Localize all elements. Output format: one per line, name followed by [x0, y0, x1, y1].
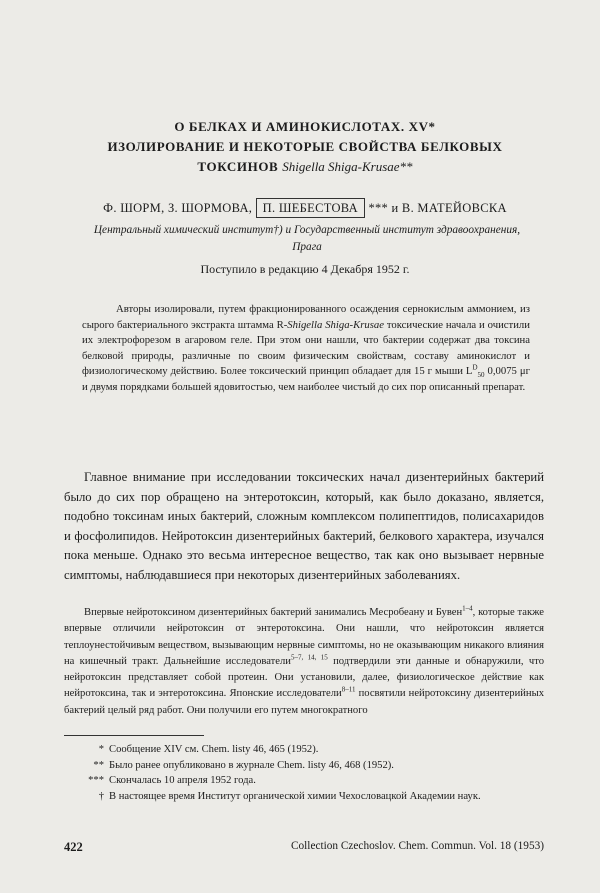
affiliation — [52, 222, 562, 256]
page-number: 422 — [64, 840, 83, 854]
body-text-1: Впервые нейротоксином дизентерийных бактерий занимались Месробеану и Бувен — [84, 607, 463, 618]
abstract-text-2: 0,0075 μг и двумя порядками большей ядовитостью, чем наиболее чистый до сих пор описанный препарат. — [82, 365, 530, 393]
abstract-sup: D — [472, 363, 478, 372]
footnote-text: В настоящее время Институт органической химии Чехословацкой Академии наук. — [109, 790, 481, 802]
journal-citation: Collection Czechoslov. Chem. Commun. Vol. 18 (1953) — [290, 840, 544, 852]
citation-3: 8–11 — [341, 685, 356, 694]
footnote-text: Скончалась 10 апреля 1952 года. — [109, 775, 256, 786]
footnote — [64, 742, 544, 758]
footnote — [64, 758, 544, 774]
body-text-4: посвятили нейротоксину дизентерийных бактерий целый ряд работ. Они получили его путем многократного — [64, 688, 544, 716]
body-text-3: подтвердили эти данные и обнаружили, что нейротоксин представляет собой протеин. Они установили, далее, физиологическое действие как нейротоксина, так и энтеротоксина. Японские исследователи — [64, 655, 544, 700]
received-date: Поступило в редакцию 4 Декабря 1952 г. — [200, 262, 410, 276]
abstract-text-1: токсические начала и очистили их электрофорезом в агаровом геле. При этом они нашли, что бактерии содержат два токсина белковой природы, различные по своим физическим свойствам, составу аминокислот и физиологическому действию. Более токсический принцип обладает для 15 г мыши L — [82, 318, 530, 377]
intro-paragraph — [64, 468, 544, 585]
footnote-text: Сообщение XIV см. Chem. listy 46, 465 (1952). — [109, 744, 319, 755]
body-text — [64, 605, 544, 719]
footnote-mark: *** — [88, 775, 104, 786]
footnote — [64, 773, 544, 789]
footnote-mark: † — [98, 790, 104, 802]
abstract-species: Shigella Shiga-Krusae — [287, 318, 384, 331]
title-line-3 — [40, 157, 570, 177]
author-boxed: П. ШЕБЕСТОВА — [256, 198, 365, 218]
abstract-text-pre: Авторы изолировали, путем фракционированного осаждения сернокислым аммонием, из сырого бактериального экстракта штамма R- — [82, 303, 530, 331]
footnote-mark: * — [98, 744, 104, 755]
body-text-2: , которые также впервые отличили нейротоксин от энтеротоксина. Они нашли, что нейротоксин является теплоунестойчивым веществом, вызывающим нервные симптомы, но не оказывающим никакого влияния на кишечный тракт. Дальнейшие исследователи — [64, 607, 544, 667]
footnote — [64, 789, 544, 805]
footnote-text: Было ранее опубликовано в журнале Chem. listy 46, 468 (1952). — [109, 759, 394, 771]
intro-text: Главное внимание при исследовании токсических начал дизентерийных бактерий было до сих пор обращено на энтеротоксин, который, как было доказано, является, подобно токсинам иных бактерий, сложным комплексом полипептидов, полисахаридов и фосфолипидов. Нейротоксин дизентерийных бактерий, белкового характера, изучался пока меньше. Однако это весьма интересное вещество, так как оно вызывает нервные симптомы, наблюдавшиеся при некоторых дизентерийных заболеваниях. — [64, 470, 544, 582]
author-group-2: *** и В. МАТЕЙОВСКА — [368, 201, 507, 215]
title-line-3-text: ТОКСИНОВ — [197, 159, 279, 174]
footnote-divider — [64, 735, 204, 736]
title-species-name: Shigella Shiga-Krusae** — [282, 159, 413, 174]
title-line-1: О БЕЛКАХ И АМИНОКИСЛОТАХ. XV* — [174, 119, 436, 134]
author-list — [30, 201, 580, 216]
title-line-2: ИЗОЛИРОВАНИЕ И НЕКОТОРЫЕ СВОЙСТВА БЕЛКОВЫХ — [107, 139, 503, 154]
citation-1: 1–4 — [462, 604, 473, 613]
affiliation-line-2: Прага — [292, 241, 322, 253]
abstract-sub: 50 — [477, 371, 485, 380]
footnotes — [64, 742, 544, 804]
footnote-mark: ** — [93, 759, 104, 771]
article-title — [40, 117, 570, 177]
abstract-paragraph — [82, 302, 530, 395]
page-footer — [64, 840, 544, 855]
author-group-1: Ф. ШОРМ, З. ШОРМОВА, — [103, 201, 253, 215]
citation-2: 5–7, 14, 15 — [290, 653, 328, 662]
abstract — [82, 302, 530, 395]
affiliation-line-1: Центральный химический институт†) и Государственный институт здравоохранения, — [93, 224, 521, 236]
body-paragraph — [64, 605, 544, 719]
